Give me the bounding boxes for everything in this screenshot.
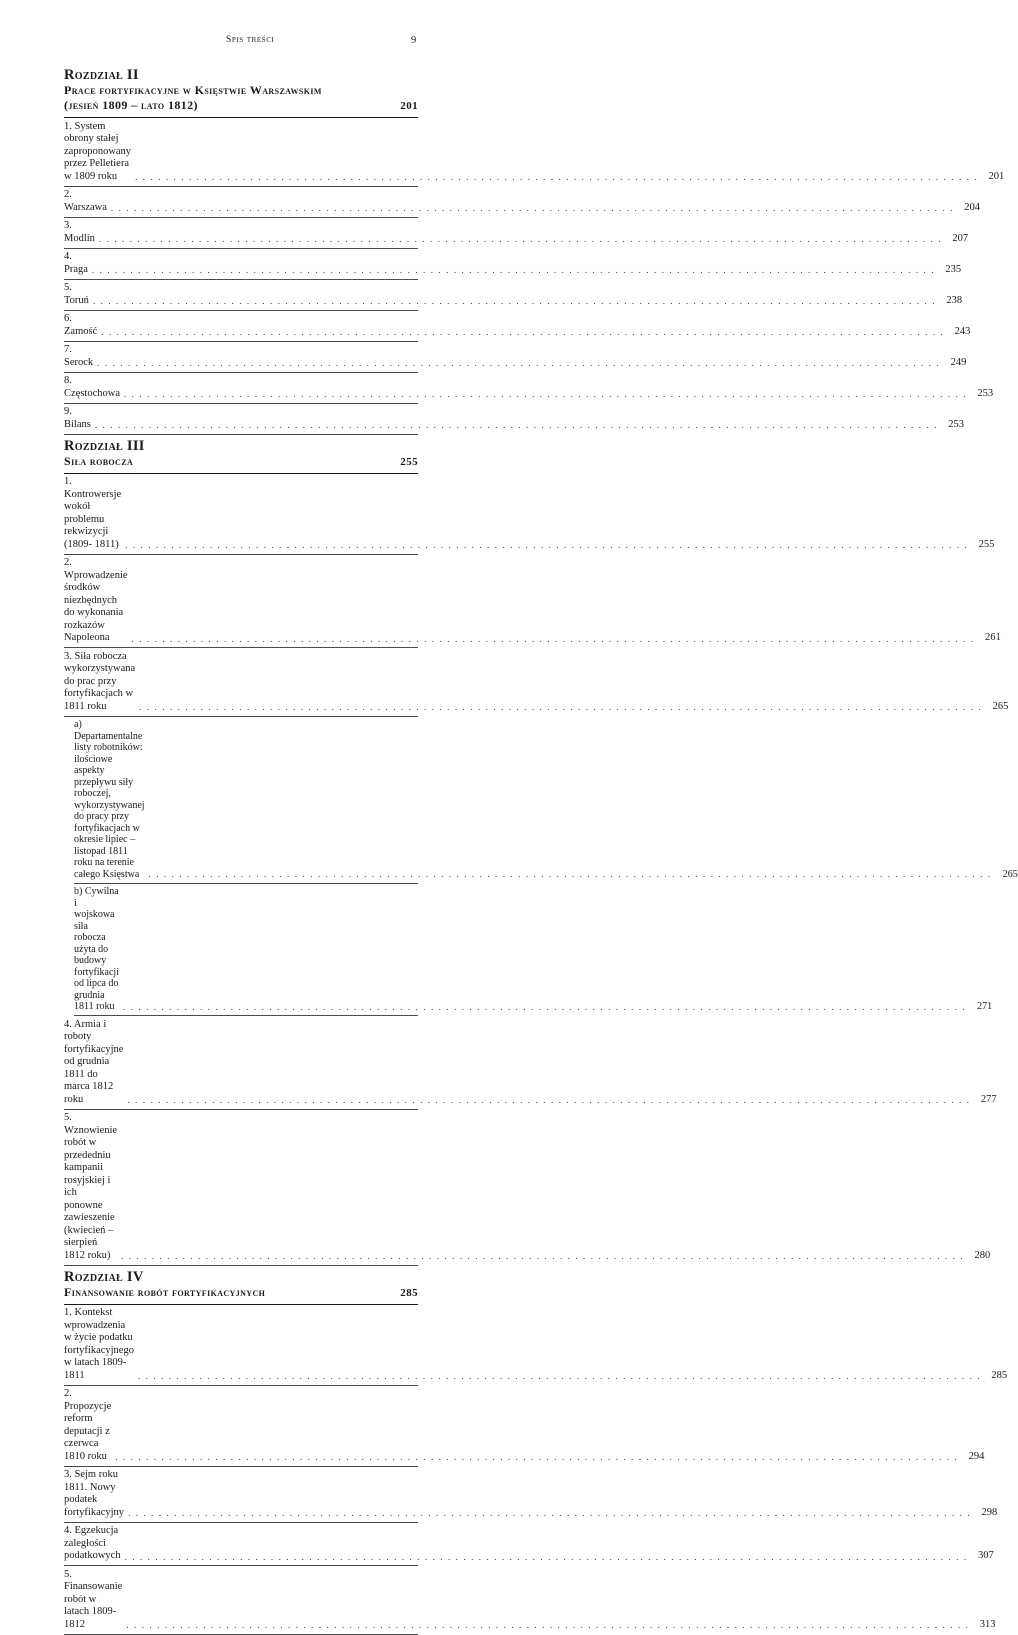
toc-entry[interactable]	[64, 311, 971, 342]
entry-text: 5. Wznowienie robót w przededniu kampanii rosyjskiej i ich ponowne zawieszenie (kwiecień – sierpień 1812 roku)	[64, 1112, 118, 1261]
page-number: 9	[411, 35, 417, 46]
toc-entry[interactable]	[64, 1110, 991, 1266]
entry-page: 238	[946, 294, 963, 306]
chapter-title-line-1: Siła robocza	[64, 453, 134, 468]
toc-entry[interactable]	[64, 1016, 997, 1110]
entry-text: a) Departamentalne listy robotników: ilościowe aspekty przepływu siły roboczej, wykorzystywanej do pracy przy fortyfikacjach w okresie lipiec – listopad 1811 roku na terenie całego Księstwa	[74, 719, 145, 880]
leader-dots	[126, 1621, 969, 1630]
entry-text: 3. Siła robocza wykorzystywana do prac przy fortyfikacjach w 1811 roku	[64, 650, 136, 712]
chapter-label: Rozdział II	[64, 67, 139, 83]
leader-dots	[115, 1453, 958, 1462]
leader-dots	[139, 703, 982, 712]
toc-subentry[interactable]	[74, 717, 1018, 884]
leader-dots	[125, 541, 968, 550]
chapter-3	[64, 437, 1018, 1266]
toc-entry[interactable]	[64, 373, 994, 404]
entry-text: 1. System obrony stałej zaproponowany przez Pelletiera w 1809 roku	[64, 120, 132, 182]
chapter-title-line-2: (jesień 1809 – lato 1812)	[64, 98, 198, 112]
toc-entry[interactable]	[64, 555, 1001, 649]
entry-page: 285	[991, 1369, 1008, 1381]
entry-text: b) Cywilna i wojskowa siła robocza użyta do budowy fortyfikacji od lipca do grudnia 1811 roku	[74, 886, 119, 1012]
chapter-title-line-2-row	[64, 98, 418, 114]
entry-text: 7. Serock	[64, 344, 94, 368]
entry-page: 207	[952, 232, 969, 244]
entry-text: 5. Finansowanie robót w latach 1809-1812	[64, 1568, 123, 1630]
entry-page: 204	[964, 201, 981, 213]
chapter-entries	[64, 474, 1018, 1266]
entry-text: 2. Propozycje reform deputacji z czerwca 1810 roku	[64, 1388, 112, 1462]
entry-text: 4. Egzekucja zaległości podatkowych	[64, 1525, 121, 1561]
running-head	[0, 35, 480, 49]
entry-text: 6. Zamość	[64, 313, 98, 337]
leader-dots	[121, 1252, 964, 1261]
chapter-page: 285	[400, 1286, 418, 1299]
leader-dots	[123, 1003, 966, 1012]
entry-page: 265	[992, 700, 1009, 712]
entry-text: 2. Warszawa	[64, 189, 107, 213]
entry-text: 9. Bilans	[64, 406, 91, 430]
entry-page: 271	[977, 1001, 993, 1012]
chapter-title-line-1: Finansowanie robót fortyfikacyjnych	[64, 1284, 266, 1299]
leader-dots	[127, 1096, 970, 1105]
leader-dots	[125, 1553, 968, 1562]
chapter-label: Rozdział III	[64, 437, 145, 454]
entry-page: 265	[1002, 868, 1018, 880]
toc-entry[interactable]	[64, 280, 963, 311]
chapter-page: 255	[400, 455, 418, 468]
entry-text: 3. Sejm roku 1811. Nowy podatek fortyfikacyjny	[64, 1469, 125, 1518]
leader-dots	[124, 390, 967, 399]
toc-subentry[interactable]	[74, 884, 993, 1017]
chapter-title-line-1: Prace fortyfikacyjne w Księstwie Warszawskim	[64, 83, 322, 97]
leader-dots	[128, 1509, 971, 1518]
entry-text: 1. Kontrowersje wokół problemu rekwizycji (1809- 1811)	[64, 476, 122, 550]
entry-text: 4. Praga	[64, 251, 88, 275]
toc-entry[interactable]	[64, 249, 962, 280]
entry-page: 313	[979, 1618, 996, 1630]
entry-page: 277	[980, 1093, 997, 1105]
toc-entry[interactable]	[64, 342, 967, 373]
chapter-title	[64, 454, 418, 470]
leader-dots	[92, 266, 935, 275]
entry-page: 249	[950, 356, 967, 368]
toc-entry[interactable]	[64, 1566, 996, 1635]
entry-page: 261	[984, 632, 1001, 643]
toc-entry[interactable]	[64, 1386, 985, 1467]
leader-dots	[132, 635, 975, 644]
toc-entry[interactable]	[64, 187, 981, 218]
chapter-4	[64, 1268, 1008, 1635]
toc-entry[interactable]	[64, 1305, 1008, 1386]
toc-entry[interactable]	[64, 474, 995, 555]
toc-entry[interactable]	[64, 218, 969, 249]
entry-page: 253	[948, 418, 964, 430]
chapter-entries	[64, 118, 1005, 435]
chapter-label: Rozdział IV	[64, 1268, 144, 1285]
entry-page: 280	[974, 1249, 991, 1261]
entry-page: 243	[954, 325, 971, 337]
table-of-contents	[64, 67, 1018, 1635]
chapter-page: 201	[400, 100, 418, 112]
entry-page: 298	[981, 1506, 998, 1518]
leader-dots	[95, 421, 938, 430]
entry-text: 4. Armia i roboty fortyfikacyjne od grudnia 1811 do marca 1812 roku	[64, 1018, 124, 1105]
leader-dots	[111, 204, 954, 213]
entry-text: 8. Częstochowa	[64, 375, 120, 399]
entry-text: 1. Kontekst wprowadzenia w życie podatku fortyfikacyjnego w latach 1809-1811	[64, 1307, 134, 1381]
toc-entry[interactable]	[64, 1523, 994, 1567]
entry-page: 307	[977, 1550, 994, 1561]
entry-page: 255	[978, 538, 995, 550]
chapter-entries	[64, 1305, 1008, 1635]
entry-text: 3. Modlin	[64, 220, 95, 244]
leader-dots	[93, 297, 936, 306]
toc-entry[interactable]	[64, 1467, 998, 1523]
leader-dots	[99, 235, 942, 244]
chapter-title	[64, 83, 418, 114]
toc-entry[interactable]	[64, 404, 964, 435]
entry-page: 294	[968, 1450, 985, 1462]
toc-entry[interactable]	[64, 648, 1009, 717]
entry-page: 253	[977, 387, 994, 399]
leader-dots	[135, 173, 978, 182]
toc-entry[interactable]	[64, 118, 1005, 187]
chapter-title	[64, 1285, 418, 1301]
entry-page: 235	[945, 263, 962, 275]
entry-text: 5. Toruń	[64, 282, 89, 306]
leader-dots	[138, 1372, 981, 1381]
entry-page: 201	[988, 170, 1005, 182]
running-head-title: Spis treści	[226, 35, 275, 45]
leader-dots	[101, 328, 944, 337]
leader-dots	[149, 870, 992, 879]
entry-text: 2. Wprowadzenie środków niezbędnych do wykonania rozkazów Napoleona	[64, 557, 128, 643]
leader-dots	[97, 359, 940, 368]
chapter-2	[64, 67, 1005, 435]
